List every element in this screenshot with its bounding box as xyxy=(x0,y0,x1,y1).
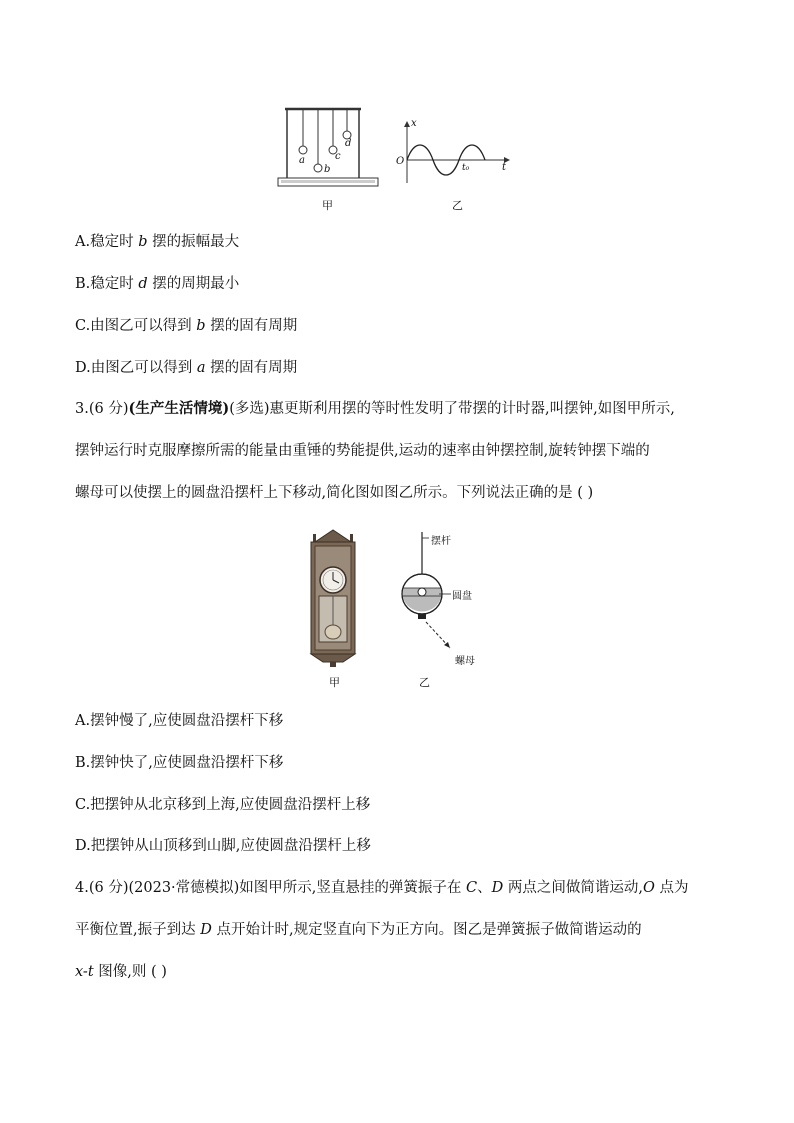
pendulum-simplified-diagram xyxy=(395,530,505,670)
label-rod: 摆杆 xyxy=(431,536,451,547)
q3-context-tag: (生产生活情境) xyxy=(128,400,230,417)
ball-label-b: b xyxy=(324,164,331,175)
q2-option-c: C.由图乙可以得到 b 摆的固有周期 xyxy=(75,318,298,334)
figure1-caption-yi: 乙 xyxy=(452,199,463,212)
figure1-caption-jia: 甲 xyxy=(322,199,333,212)
q3-option-b: B.摆钟快了,应使圆盘沿摆杆下移 xyxy=(75,755,284,771)
clock-illustration xyxy=(303,528,363,668)
q4-stem-line3: x-t 图像,则 ( ) xyxy=(75,964,167,980)
ball-label-c: c xyxy=(335,151,341,162)
rod-disk-nut-diagram xyxy=(395,530,505,670)
origin-label: O xyxy=(396,156,405,167)
pendulum-frame-diagram xyxy=(275,100,385,195)
q2-option-b: B.稳定时 d 摆的周期最小 xyxy=(75,276,240,292)
pendulum-clock-photo xyxy=(303,528,363,668)
q3-stem-line1: 3.(6 分)(生产生活情境)(多选)惠更斯利用摆的等时性发明了带摆的计时器,叫摆钟,如图甲所示, xyxy=(75,400,675,417)
q3-stem-line3: 螺母可以使摆上的圆盘沿摆杆上下移动,简化图如图乙所示。下列说法正确的是 ( ) xyxy=(75,485,594,501)
q4-stem-line2: 平衡位置,振子到达 D 点开始计时,规定竖直向下为正方向。图乙是弹簧振子做简谐运动的 xyxy=(75,922,642,938)
q3-option-d: D.把摆钟从山顶移到山脚,应使圆盘沿摆杆上移 xyxy=(75,838,371,854)
figure2-caption-yi: 乙 xyxy=(419,676,430,689)
ball-label-a: a xyxy=(299,155,305,166)
q2-option-a: A.稳定时 b 摆的振幅最大 xyxy=(75,234,240,250)
q3-option-c: C.把摆钟从北京移到上海,应使圆盘沿摆杆上移 xyxy=(75,797,371,813)
axis-t-label: t xyxy=(502,162,507,173)
figure2-caption-jia: 甲 xyxy=(329,676,340,689)
q4-stem-line1: 4.(6 分)(2023·常德模拟)如图甲所示,竖直悬挂的弹簧振子在 C、D 两点之间做简谐运动,O 点为 xyxy=(75,880,689,896)
axis-x-label: x xyxy=(411,118,417,129)
figure-pendulums xyxy=(275,100,385,195)
ball-label-d: d xyxy=(345,138,352,149)
label-disk: 圆盘 xyxy=(452,591,472,602)
figure-sine-graph xyxy=(392,118,517,188)
t0-label: t₀ xyxy=(462,163,470,173)
label-nut: 螺母 xyxy=(455,656,475,667)
q2-option-d: D.由图乙可以得到 a 摆的固有周期 xyxy=(75,360,298,376)
q3-option-a: A.摆钟慢了,应使圆盘沿摆杆下移 xyxy=(75,713,284,729)
q3-stem-line2: 摆钟运行时克服摩擦所需的能量由重锤的势能提供,运动的速率由钟摆控制,旋转钟摆下端的 xyxy=(75,443,650,459)
